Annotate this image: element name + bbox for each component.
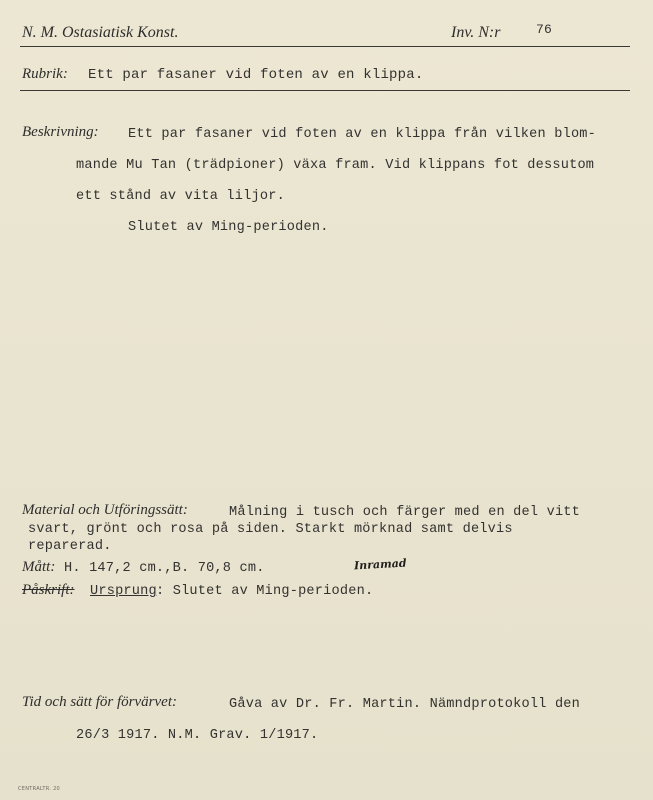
material-line: reparerad.	[28, 539, 112, 554]
museum-name: N. M. Ostasiatisk Konst.	[22, 24, 179, 41]
ursprung-label: Ursprung	[90, 584, 157, 599]
beskrivning-label: Beskrivning:	[22, 124, 99, 140]
rubrik-value: Ett par fasaner vid foten av en klippa.	[88, 67, 424, 83]
paskrift-label-struck: Påskrift:	[22, 582, 75, 598]
beskrivning-line: mande Mu Tan (trädpioner) växa fram. Vid klippans fot dessutom	[76, 158, 595, 173]
material-line: svart, grönt och rosa på siden. Starkt mörknad samt delvis	[28, 522, 513, 537]
forvarv-line: 26/3 1917. N.M. Grav. 1/1917.	[76, 728, 319, 743]
matt-value: H. 147,2 cm.,B. 70,8 cm.	[64, 561, 265, 576]
printer-mark: CENTRALTR. 20	[18, 786, 61, 792]
material-line: Målning i tusch och färger med en del vitt	[229, 505, 581, 520]
header-rule	[20, 46, 630, 47]
rubrik-rule	[20, 90, 630, 91]
beskrivning-line: Ett par fasaner vid foten av en klippa från vilken blom-	[128, 127, 597, 142]
beskrivning-line: ett stånd av vita liljor.	[76, 189, 285, 204]
matt-label: Mått:	[22, 559, 56, 575]
forvarv-line: Gåva av Dr. Fr. Martin. Nämndprotokoll den	[229, 697, 581, 712]
rubrik-label: Rubrik:	[22, 66, 68, 82]
forvarv-label: Tid och sätt för förvärvet:	[22, 694, 177, 710]
material-label: Material och Utföringssätt:	[22, 502, 188, 518]
inventory-number: 76	[536, 22, 553, 37]
ursprung-value: : Slutet av Ming-perioden.	[156, 584, 374, 599]
inventory-label: Inv. N:r	[451, 24, 501, 41]
handwritten-note: Inramad	[353, 556, 407, 573]
beskrivning-line: Slutet av Ming-perioden.	[128, 220, 329, 235]
